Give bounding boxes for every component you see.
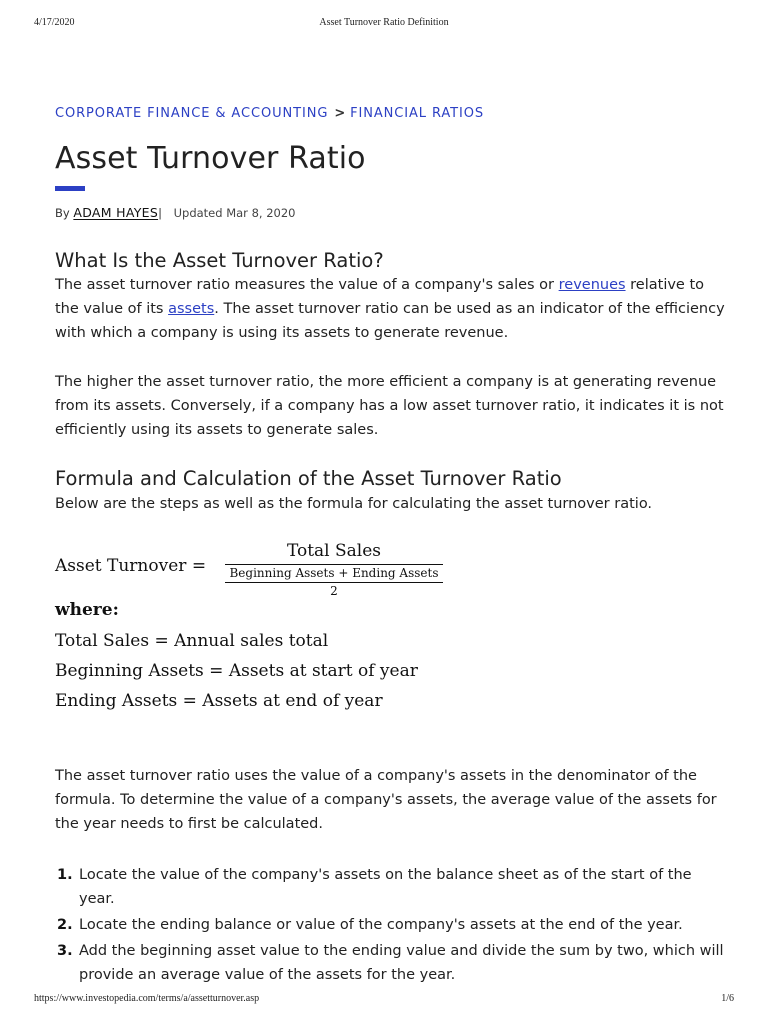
list-number: 3. [57, 943, 73, 959]
formula-definitions [55, 626, 418, 716]
paragraph-efficiency: The higher the asset turnover ratio, the more efficient a company is at generating revenue from its assets. Conversely, if a company has a low asset turnover ratio, it indicates it is not efficiently using its assets to generate sales. [55, 374, 724, 438]
byline-divider: | [158, 206, 162, 220]
print-document-title: Asset Turnover Ratio Definition [319, 17, 449, 28]
paragraph-text: relative to the value of its [55, 277, 705, 317]
section-heading-what-is: What Is the Asset Turnover Ratio? [55, 249, 384, 272]
formula-lhs: Asset Turnover = [55, 556, 207, 576]
breadcrumb-item-corporate-finance[interactable]: CORPORATE FINANCE & ACCOUNTING [55, 106, 329, 121]
byline [55, 205, 295, 220]
paragraph-denominator: The asset turnover ratio uses the value of a company's assets in the denominator of the formula. To determine the value of a company's assets, the average value of the assets for the year needs to first be calculated. [55, 768, 717, 832]
definition-row: Total Sales = Annual sales total [55, 631, 329, 651]
title-accent-rule [55, 186, 85, 191]
paragraph-definition [55, 273, 725, 345]
denominator-top: Beginning Assets + Ending Assets [229, 566, 439, 580]
definition-row: Beginning Assets = Assets at start of year [55, 661, 418, 681]
breadcrumb [55, 106, 484, 121]
paragraph-text: . The asset turnover ratio can be used as an indicator of the efficiency with which a company is using its assets to generate revenue. [55, 301, 725, 341]
print-header [34, 17, 734, 31]
list-text: Add the beginning asset value to the ending value and divide the sum by two, which will provide an average value of the assets for the year. [79, 943, 724, 983]
paragraph-formula-intro: Below are the steps as well as the formula for calculating the asset turnover ratio. [55, 496, 653, 512]
list-item [55, 939, 725, 987]
inner-fraction-bar [225, 582, 443, 583]
fraction-bar [225, 564, 443, 565]
list-text: Locate the value of the company's assets on the balance sheet as of the start of the year. [79, 867, 692, 907]
updated-date: Updated Mar 8, 2020 [173, 206, 296, 220]
list-item [55, 913, 725, 937]
formula-where: where: [55, 600, 119, 620]
author-link[interactable]: ADAM HAYES [73, 205, 159, 220]
print-page-number: 1/6 [721, 993, 734, 1004]
chevron-right-icon: > [334, 106, 347, 121]
assets-link[interactable]: assets [168, 301, 215, 317]
denominator-bottom: 2 [330, 584, 338, 598]
breadcrumb-item-financial-ratios[interactable]: FINANCIAL RATIOS [350, 106, 484, 121]
formula-numerator: Total Sales [286, 541, 382, 561]
steps-list [55, 863, 725, 989]
print-footer [34, 993, 734, 1007]
definition-row: Ending Assets = Assets at end of year [55, 691, 383, 711]
revenues-link[interactable]: revenues [558, 277, 626, 293]
list-item [55, 863, 725, 911]
section-heading-formula: Formula and Calculation of the Asset Turnover Ratio [55, 467, 562, 490]
byline-by: By [55, 206, 70, 220]
list-text: Locate the ending balance or value of the company's assets at the end of the year. [79, 917, 683, 933]
list-number: 1. [57, 867, 73, 883]
paragraph-text: The asset turnover ratio measures the value of a company's sales or [55, 277, 559, 293]
print-date: 4/17/2020 [34, 17, 75, 28]
article-title: Asset Turnover Ratio [55, 141, 366, 176]
formula-denominator [225, 566, 443, 598]
print-url: https://www.investopedia.com/terms/a/assetturnover.asp [34, 993, 260, 1004]
list-number: 2. [57, 917, 73, 933]
formula-fraction [225, 540, 443, 598]
